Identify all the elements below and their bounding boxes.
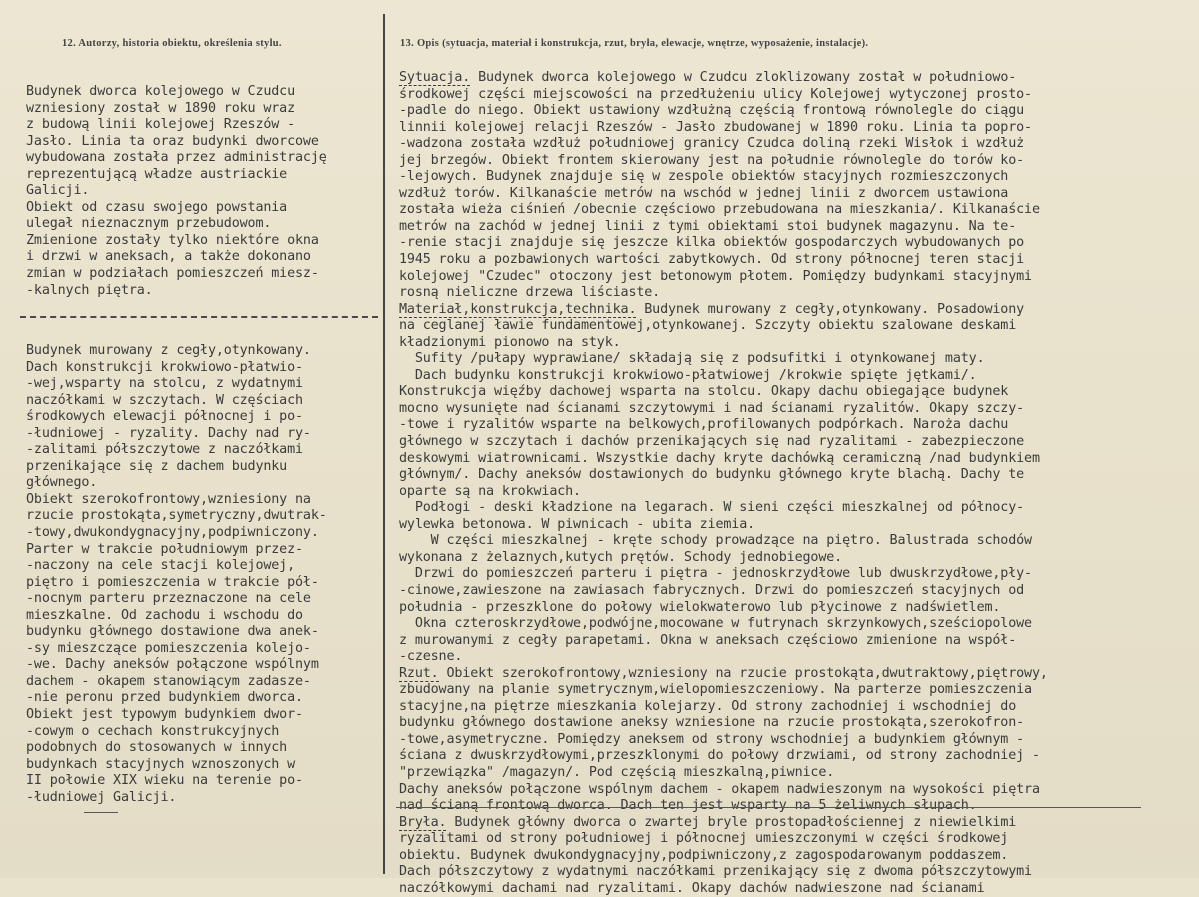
text-line <box>399 87 1199 104</box>
text-line <box>399 566 1199 583</box>
line-text: naczółkowymi dachami nad ryzalitami. Okapy dachów nadwieszone nad ścianami <box>399 880 985 896</box>
line-text: została wieża ciśnień /obecnie częściowo przebudowana na mieszkania/. Kilkanaście <box>399 202 1040 218</box>
text-line: -sy mieszczące pomieszczenia kolejo- <box>26 640 311 656</box>
line-text: Podłogi - deski kładzione na legarach. W sieni części mieszkalnej od północy- <box>399 500 1025 516</box>
line-text: nad ścianą frontową dworca. Dach ten jest wsparty na 5 żeliwnych słupach. <box>399 798 977 814</box>
text-line: Galicji. <box>26 183 90 199</box>
line-text: Budynek główny dworca o zwartej bryle prostopadłościennej z niewielkimi <box>446 814 1017 830</box>
text-line <box>399 666 1199 683</box>
line-text: mocno wysunięte nad ścianami szczytowymi i nad ścianami ryzalitów. Okapy szczy- <box>399 400 1025 416</box>
text-line: podobnych do stosowanych w innych <box>26 740 288 756</box>
text-line: Budynek murowany z cegły,otynkowany. <box>26 343 311 358</box>
line-text: -towe,asymetryczne. Pomiędzy aneksem od strony wschodniej a budynkiem głównym - <box>399 731 1025 747</box>
text-line <box>399 335 1199 352</box>
text-line: wzniesiony został w 1890 roku wraz <box>26 100 296 116</box>
text-line <box>399 219 1199 236</box>
text-line: z budową linii kolejowej Rzeszów - <box>26 117 296 133</box>
text-line <box>399 384 1199 401</box>
text-line <box>399 815 1199 832</box>
section-12-heading: 12. Autorzy, historia obiektu, określenia stylu. <box>62 38 282 49</box>
text-line <box>399 285 1199 302</box>
text-line: reprezentującą władze austriackie <box>26 166 288 182</box>
text-line <box>399 715 1199 732</box>
text-line <box>399 70 1199 87</box>
line-text: ściana z dwuskrzydłowymi,przeszklonymi do połowy drzwiami, od strony zachodniej - <box>399 748 1040 764</box>
line-text: Drzwi do pomieszczeń parteru i piętra - jednoskrzydłowe lub dwuskrzydłowe,pły- <box>399 566 1032 582</box>
text-line <box>399 302 1199 319</box>
line-text: ryzalitami od strony południowej i północnej umieszczonymi w części środkowej <box>399 831 1009 847</box>
text-line <box>399 103 1199 120</box>
line-text: Obiekt szerokofrontowy,wzniesiony na rzucie prostokąta,dwutraktowy,piętrowy, <box>438 665 1048 681</box>
text-line: Obiekt szerokofrontowy,wzniesiony na <box>26 491 311 507</box>
line-text: -renie stacji znajduje się jeszcze kilka obiektów gospodarczych wybudowanych po <box>399 235 1025 251</box>
text-line <box>399 417 1199 434</box>
line-text: z murowanymi z cegły parapetami. Okna w aneksach częściowo zmienione na współ- <box>399 632 1017 648</box>
line-text: oparte są na krokwiach. <box>399 483 581 499</box>
line-text: Dachy aneksów połączone wspólnym dachem - okapem nadwieszonym na wysokości piętra <box>399 781 1040 797</box>
text-line <box>399 881 1199 897</box>
line-text: rosną nieliczne drzewa liściaste. <box>399 285 661 301</box>
line-text: zbudowany na planie symetrycznym,wielopomieszczeniowy. Na parterze pomieszczenia <box>399 682 1032 698</box>
text-line: -nie peronu przed budynkiem dworca. <box>26 690 303 706</box>
text-line <box>399 235 1199 252</box>
text-line: -łudniowej Galicji. <box>26 789 177 805</box>
text-line: -cowym o cechach konstrukcyjnych <box>26 723 280 739</box>
text-line <box>399 649 1199 666</box>
text-line: mieszkalne. Od zachodu i wschodu do <box>26 607 303 623</box>
text-line: rzucie prostokąta,symetryczny,dwutrak- <box>26 508 327 524</box>
text-line: II połowie XIX wieku na terenie po- <box>26 773 303 789</box>
line-text: Dach budynku konstrukcji krokwiowo-płatwiowej /krokwie spięte jętkami/. <box>399 367 977 383</box>
text-line <box>399 864 1199 881</box>
text-line: wybudowana została przez administrację <box>26 150 327 166</box>
section-label: Rzut. <box>399 665 439 681</box>
line-text: -wadzona została wzdłuż południowej granicy Czudca doliną rzeki Wisłok i wzdłuż <box>399 136 1025 152</box>
left-column-bottom <box>26 343 378 806</box>
line-text: -cinowe,zawieszone na zawiasach fabrycznych. Drzwi do pomieszczeń stacyjnych od <box>399 582 1025 598</box>
text-line: Obiekt jest typowym budynkiem dwor- <box>26 707 303 723</box>
left-column-top <box>26 84 378 299</box>
line-text: Budynek dworca kolejowego w Czudcu zloklizowany został w południowo- <box>470 70 1017 85</box>
text-line <box>399 186 1199 203</box>
line-text: Konstrukcja więźby dachowej wsparta na stolcu. Okapy dachu obiegające budynek <box>399 384 1009 400</box>
text-line: głównego. <box>26 475 98 491</box>
line-text: na ceglanej ławie fundamentowej,otynkowanej. Szczyty obiektu szalowane deskami <box>399 318 1017 334</box>
text-line <box>399 136 1199 153</box>
line-text: stacyjne,na piętrze mieszkania kolejarzy. Od strony zachodniej i wschodniej do <box>399 698 1017 714</box>
text-line <box>399 467 1199 484</box>
line-text: wzdłuż torów. Kilkanaście metrów na wschód w jednej linii z dworcem ustawiona <box>399 185 1009 201</box>
text-line <box>399 202 1199 219</box>
text-line <box>399 500 1199 517</box>
text-line <box>399 616 1199 633</box>
line-text: W części mieszkalnej - kręte schody prowadzące na piętro. Balustrada schodów <box>399 533 1032 549</box>
text-line <box>399 517 1199 534</box>
text-line <box>399 368 1199 385</box>
text-line: dachem - okapem stanowiącym zadasze- <box>26 673 311 689</box>
text-line: Zmienione zostały tylko niektóre okna <box>26 232 319 248</box>
text-line <box>399 600 1199 617</box>
line-text: linnii kolejowej relacji Rzeszów - Jasło zbudowanej w 1890 roku. Linia ta popro- <box>399 119 1032 135</box>
line-text: południa - przeszklone do połowy wielokwaterowo lub płycinowe z nadświetlem. <box>399 599 1001 615</box>
line-text: kolejowej "Czudec" otoczony jest betonowym płotem. Pomiędzy budynkami stacyjnymi <box>399 268 1032 284</box>
text-line <box>399 269 1199 286</box>
line-text: "przewiązka" /magazyn/. Pod częścią mieszkalną,piwnice. <box>399 764 835 780</box>
text-line: środkowych elewacji północnej i po- <box>26 409 303 425</box>
line-text: budynku głównego dostawione aneksy wzniesione na rzucie prostokąta,szerokofron- <box>399 715 1025 731</box>
line-text: wykonana z żelaznych,kutych prętów. Schody jednobiegowe. <box>399 549 843 565</box>
section-rule <box>396 807 1141 808</box>
text-line: Dach konstrukcji krokwiowo-płatwio- <box>26 359 303 375</box>
text-line <box>399 848 1199 865</box>
text-line <box>399 583 1199 600</box>
text-line: -nocnym parteru przeznaczone na cele <box>26 591 311 607</box>
text-line <box>399 401 1199 418</box>
text-line: zmian w podziałach pomieszczeń miesz- <box>26 266 319 282</box>
line-text: Budynek murowany z cegły,otynkowany. Posadowiony <box>636 301 1025 317</box>
line-text: Sufity /pułapy wyprawiane/ składają się z podsufitki i otynkowanej maty. <box>399 351 985 367</box>
text-line <box>399 484 1199 501</box>
text-line <box>399 434 1199 451</box>
text-line <box>399 153 1199 170</box>
text-line <box>399 120 1199 137</box>
dashed-separator <box>20 316 378 318</box>
text-line <box>399 782 1199 799</box>
section-13-heading: 13. Opis (sytuacja, materiał i konstrukcja, rzut, bryła, elewacje, wnętrze, wyposażenie, instalacje). <box>400 38 869 49</box>
line-text: metrów na zachód w jednej linii z tymi obiektami stoi budynek magazynu. Na te- <box>399 218 1017 234</box>
text-line: Jasło. Linia ta oraz budynki dworcowe <box>26 133 319 149</box>
text-line <box>399 682 1199 699</box>
line-text: Okna czteroskrzydłowe,podwójne,mocowane w futrynach skrzynkowych,sześciopolowe <box>399 616 1032 632</box>
text-line: -kalnych piętra. <box>26 282 153 298</box>
section-label: Sytuacja. <box>399 70 471 85</box>
line-text: -towe i ryzalitów wsparte na belkowych,profilowanych podpórkach. Naroża dachu <box>399 417 1009 433</box>
text-line: budynku głównego dostawione dwa anek- <box>26 624 319 640</box>
line-text: -lejowych. Budynek znajduje się w zespole obiektów stacyjnych rozmieszczonych <box>399 169 1009 185</box>
line-text: wylewka betonowa. W piwnicach - ubita ziemia. <box>399 516 756 532</box>
section-label: Bryła. <box>399 814 447 830</box>
text-line <box>399 169 1199 186</box>
text-line <box>399 765 1199 782</box>
section-label: Materiał,konstrukcja,technika. <box>399 301 637 317</box>
line-text: -czesne. <box>399 649 463 665</box>
text-line: Parter w trakcie południowym przez- <box>26 541 303 557</box>
text-line: Budynek dworca kolejowego w Czudcu <box>26 84 296 99</box>
text-line <box>399 252 1199 269</box>
text-line <box>399 351 1199 368</box>
line-text: głównym/. Dachy aneksów dostawionych do budynku głównego kryte blachą. Dachy te <box>399 467 1025 483</box>
text-line: -zalitami półszczytowe z naczółkami <box>26 442 303 458</box>
text-line: naczółkami w szczytach. W częściach <box>26 392 303 408</box>
line-text: jej brzegów. Obiekt frontem skierowany jest na południe równolegle do torów ko- <box>399 152 1025 168</box>
line-text: kładzionymi pionowo na styk. <box>399 334 621 350</box>
line-text: środkowej części miejscowości na przedłużeniu ulicy Kolejowej wytyczonej prosto- <box>399 86 1032 102</box>
text-line: -we. Dachy aneksów połączone wspólnym <box>26 657 319 673</box>
text-line: piętro i pomieszczenia w trakcie pół- <box>26 574 319 590</box>
text-line <box>399 451 1199 468</box>
text-line <box>399 633 1199 650</box>
text-line: -wej,wsparty na stolcu, z wydatnymi <box>26 376 303 392</box>
text-line: budynkach stacyjnych wznoszonych w <box>26 756 296 772</box>
text-line: przenikające się z dachem budynku <box>26 458 288 474</box>
line-text: -padle do niego. Obiekt ustawiony wzdłużną częścią frontową równolegle do ciągu <box>399 103 1025 119</box>
line-text: obiektu. Budynek dwukondygnacyjny,podpiwniczony,z zagospodarowanym poddaszem. <box>399 847 1009 863</box>
text-line <box>399 550 1199 567</box>
text-line <box>399 699 1199 716</box>
line-text: Dach półszczytowy z wydatnymi naczółkami przenikający się z dwoma półszczytowymi <box>399 864 1032 880</box>
line-text: 1945 roku a pozbawionych wartości zabytkowych. Od strony północnej teren stacji <box>399 252 1025 268</box>
right-column-description <box>399 70 1199 897</box>
end-rule <box>84 812 118 813</box>
text-line <box>399 831 1199 848</box>
text-line: i drzwi w aneksach, a także dokonano <box>26 249 311 265</box>
text-line <box>399 748 1199 765</box>
text-line <box>399 732 1199 749</box>
text-line <box>399 318 1199 335</box>
text-line: -naczony na cele stacji kolejowej, <box>26 558 296 574</box>
line-text: głównego w szczytach i dachów przenikających się nad ryzalitami - zabezpieczone <box>399 434 1025 450</box>
text-line: ulegał nieznacznym przebudowom. <box>26 216 272 232</box>
text-line <box>399 533 1199 550</box>
column-divider <box>383 14 385 874</box>
text-line: Obiekt od czasu swojego powstania <box>26 199 288 215</box>
text-line: -łudniowej - ryzality. Dachy nad ry- <box>26 425 311 441</box>
text-line: -towy,dwukondygnacyjny,podpiwniczony. <box>26 525 319 541</box>
line-text: deskowymi wiatrownicami. Wszystkie dachy kryte dachówką ceramiczną /nad budynkiem <box>399 450 1040 466</box>
